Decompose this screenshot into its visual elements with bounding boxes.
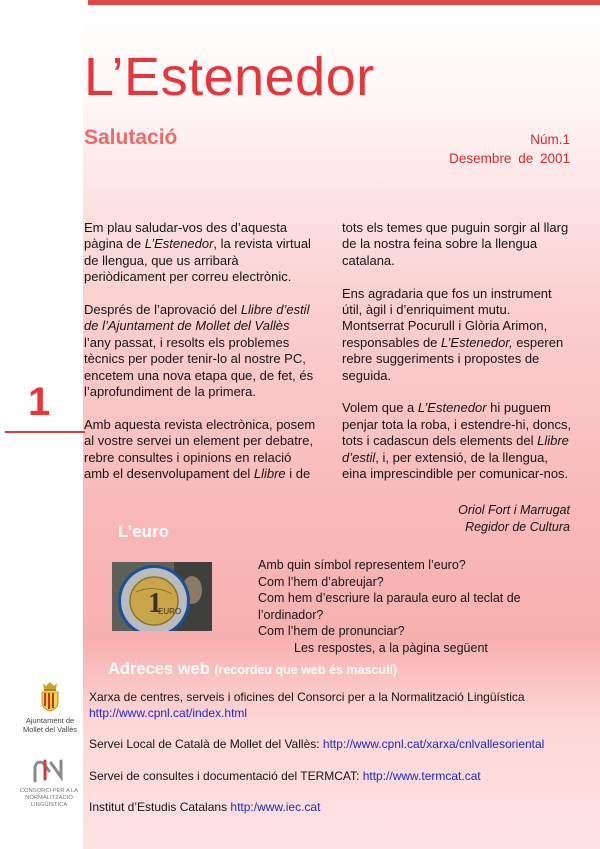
article-paragraph: [84, 417, 316, 483]
paragraph-text: Volem que a: [342, 400, 418, 416]
euro-questions: [258, 557, 521, 656]
article-paragraph: [84, 302, 316, 400]
article-paragraph: [342, 220, 574, 269]
italic-title: Llibre d’estil de l’Ajuntament de Mollet del Vallès: [84, 302, 310, 334]
paragraph-text: Amb aquesta revista electrònica, posem al vostre servei un element per debatre, rebre consultes i opinions en relació amb el desenvolupament del: [84, 416, 316, 482]
article-paragraph: [342, 286, 574, 384]
top-accent-bar: [88, 0, 600, 5]
ajuntament-crest-icon: [38, 680, 62, 712]
web-link-label: Xarxa de centres, serveis i oficines del Consorci per a la Normalització Lingüística: [89, 690, 525, 704]
section-heading: Salutació: [84, 126, 178, 149]
paragraph-text: Ens agradaria que fos un instrument útil, àgil i d’enriquiment mutu. Montserrat Pocurull i Glòria Arimon, responsables de: [342, 285, 552, 350]
page-marker-number: 1: [28, 380, 51, 424]
issue-date: Desembre de 2001: [449, 151, 570, 166]
article-column-right: [342, 220, 574, 499]
web-link-item: [89, 800, 544, 816]
issue-info: [449, 130, 570, 168]
web-link-item: [89, 690, 544, 721]
euro-heading: L’euro: [118, 522, 170, 541]
signature-role: Regidor de Cultura: [465, 519, 570, 534]
euro-answer-note: Les respostes, a la pàgina següent: [294, 640, 488, 655]
italic-title: L’Estenedor,: [441, 334, 513, 350]
italic-title: L’Estenedor: [417, 400, 487, 416]
web-link-item: [89, 769, 544, 785]
web-link-item: [89, 737, 544, 753]
paragraph-text: hi puguem penjar tota la roba, i estendre-hi, doncs, tots i cadascun dels elements del: [342, 400, 572, 449]
signature-name: Oriol Fort i Marrugat: [458, 503, 570, 517]
paragraph-text: Després de l’aprovació del: [84, 302, 241, 318]
paragraph-text: i de: [285, 466, 311, 482]
article-paragraph: [84, 220, 316, 286]
web-link-url[interactable]: http://www.termcat.cat: [362, 768, 481, 783]
article-column-left: [84, 220, 316, 499]
euro-question: l’ordinador?: [258, 607, 324, 622]
consorci-caption: CONSORCI PER A LA NORMALITZACIÓ LINGÜÍSTICA: [19, 788, 79, 808]
coin-text: EURO: [158, 607, 182, 616]
italic-title: L’Estenedor: [144, 236, 214, 252]
web-link-url[interactable]: http://www.cpnl.cat/xarxa/cnlvallesoriental: [322, 737, 545, 751]
article-paragraph: [342, 400, 574, 482]
coin-digit: 1: [148, 588, 162, 619]
ajuntament-caption: Ajuntament de Mollet del Vallès: [22, 716, 78, 734]
web-heading-note: (recordeu que web és masculí): [214, 663, 398, 677]
paragraph-text: esperen rebre suggeriments i propostes de seguida.: [342, 334, 564, 383]
paragraph-text: , la revista virtual de llengua, que us arribarà periòdicament per correu electrònic.: [84, 236, 311, 285]
web-link-label: Institut d’Estudis Catalans: [89, 800, 231, 814]
italic-title: Llibre: [253, 466, 286, 482]
web-heading: [108, 660, 397, 679]
web-link-url[interactable]: http:/www.iec.cat: [230, 800, 321, 814]
masthead-title: L’Estenedor: [84, 47, 375, 107]
euro-coin-image: [112, 562, 212, 631]
web-link-label: Servei Local de Català de Mollet del Vallès:: [89, 737, 323, 751]
paragraph-text: , i, per extensió, de la llengua, eina imprescindible per comunicar-nos.: [342, 449, 569, 482]
issue-number: Núm.1: [530, 132, 570, 147]
web-link-label: Servei de consultes i documentació del TERMCAT:: [89, 768, 363, 783]
paragraph-text: Em plau saludar-vos des d’aquesta pàgina de: [84, 220, 288, 252]
web-links-list: [89, 690, 544, 832]
web-heading-title: Adreces web: [108, 660, 210, 678]
euro-question: Com hem d’escriure la paraula euro al teclat de: [258, 591, 521, 605]
web-link-url[interactable]: http://www.cpnl.cat/index.html: [89, 705, 248, 720]
page-marker-rule: [5, 431, 85, 433]
euro-question: Amb quin símbol representem l’euro?: [258, 558, 466, 572]
paragraph-text: tots els temes que puguin sorgir al llarg de la nostra feina sobre la llengua catalana.: [342, 220, 569, 268]
ajuntament-logo: [22, 680, 78, 734]
euro-coin-icon: [112, 562, 212, 631]
euro-question: Com l’hem d’abreujar?: [258, 574, 384, 589]
paragraph-text: l’any passat, i resolts els problemes tècnics per poder tenir-lo al nostre PC, encetem una nova etapa que, de fet, és l’aprofundiment de la primera.: [84, 334, 314, 400]
euro-question: Com l’hem de pronunciar?: [258, 624, 405, 638]
italic-title: Llibre d’estil: [342, 433, 569, 465]
consorci-mark-icon: [31, 757, 67, 783]
consorci-logo: [16, 757, 82, 809]
signature-block: [458, 502, 570, 535]
